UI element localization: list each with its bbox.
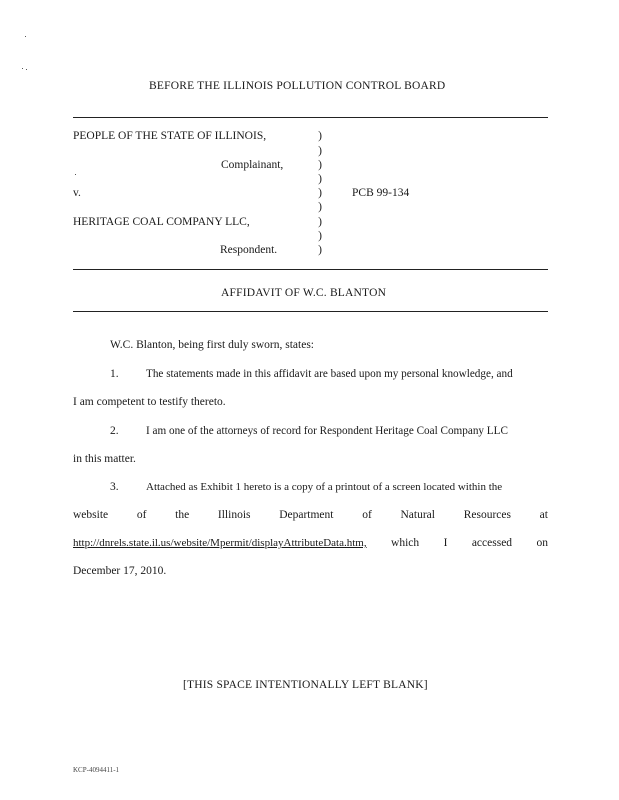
scan-speck [26,69,27,70]
word: the [175,509,190,521]
scan-speck [75,174,76,175]
caption-paren: ) [318,244,322,256]
caption-paren: ) [318,159,322,171]
word: website [73,509,109,521]
paragraph-3-line-3 [73,537,548,549]
scan-speck [25,36,26,37]
title-rule [73,311,548,312]
word: Illinois [217,509,251,521]
caption-paren: ) [318,201,322,213]
caption-bottom-rule [73,269,548,270]
caption-paren: ) [318,173,322,185]
caption-paren: ) [318,216,322,228]
versus: v. [73,187,81,199]
caption-top-rule [73,117,548,118]
word: on [536,537,548,549]
word: Natural [400,509,435,521]
paragraph-3-line-1: Attached as Exhibit 1 hereto is a copy of a printout of a screen located within the [146,481,503,493]
paragraph-2-line-2: in this matter. [73,453,136,465]
word: which [391,537,420,549]
plaintiff-role: Complainant, [221,159,284,171]
caption-paren: ) [318,187,322,199]
paragraph-3-line-4: December 17, 2010. [73,565,167,577]
caption-paren: ) [318,230,322,242]
affidavit-title: AFFIDAVIT OF W.C. BLANTON [221,287,387,299]
plaintiff-name: PEOPLE OF THE STATE OF ILLINOIS, [73,130,267,142]
paragraph-1-line-2: I am competent to testify thereto. [73,396,226,408]
word: Resources [463,509,511,521]
intro-line: W.C. Blanton, being first duly sworn, states: [110,339,315,351]
word: I [443,537,448,549]
paragraph-number: 2. [110,425,119,437]
defendant-role: Respondent. [220,244,278,256]
word: Department [279,509,334,521]
word: accessed [471,537,513,549]
paragraph-1-line-1: The statements made in this affidavit are based upon my personal knowledge, and [146,368,513,380]
scan-speck [22,68,23,69]
paragraph-number: 3. [110,481,119,493]
caption-paren: ) [318,130,322,142]
word: of [136,509,147,521]
case-number: PCB 99-134 [352,187,410,199]
blank-space-notice: [THIS SPACE INTENTIONALLY LEFT BLANK] [183,679,428,691]
word: of [362,509,372,521]
defendant-name: HERITAGE COAL COMPANY LLC, [73,216,250,228]
document-footer-code: KCP-4094411-1 [73,766,120,774]
caption-paren: ) [318,145,322,157]
word: at [539,509,548,521]
dnr-website-link[interactable]: http://dnrels.state.il.us/website/Mpermit/displayAttributeData.htm, [73,537,367,549]
paragraph-number: 1. [110,368,119,380]
paragraph-3-line-2 [73,509,548,521]
board-heading: BEFORE THE ILLINOIS POLLUTION CONTROL BOARD [149,80,446,92]
paragraph-2-line-1: I am one of the attorneys of record for Respondent Heritage Coal Company LLC [146,425,508,437]
